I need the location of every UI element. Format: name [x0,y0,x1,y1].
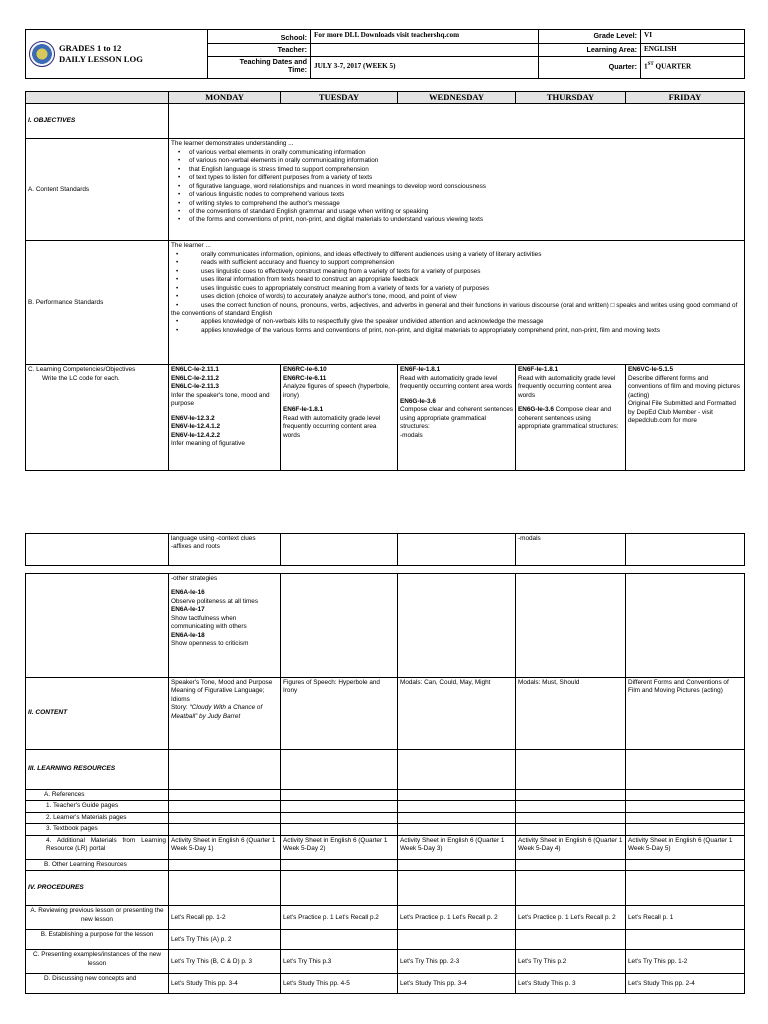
textbook-label: 3. Textbook pages [26,824,169,835]
teacher-label: Teacher: [208,44,311,57]
cont-thursday: -modals [516,534,626,566]
day-tuesday: TUESDAY [281,92,398,104]
additional-materials-label: 4. Additional Materials from Learning Resource (LR) portal [26,835,169,859]
activity-sheet-tuesday: Activity Sheet in English 6 (Quarter 1 Week 5-Day 2) [281,835,398,859]
header-brand [26,30,208,79]
teachers-guide-label: 1. Teacher's Guide pages [26,801,169,812]
content-row [26,678,745,750]
content-standards-list: • of various verbal elements in orally communicating information • of various non-verbal elements in orally communicating information • that English language is stress timed to support comprehension • of text types to listen for different purposes from a variety of texts • of figurative language, word relationships and nuances in word meanings to develop word consciousness • of various linguistic nodes to comprehend various texts • of writing styles to comprehend the author's message • of the conventions of standard English grammar and usage when writing or speaking • of the forms and conventions of print, non-print, and digital materials to understand various viewing texts [171,149,742,225]
day-friday: FRIDAY [626,92,745,104]
competencies-tuesday: EN6RC-Ie-6.10 EN6RC-Ie-6.11 Analyze figures of speech (hyperbole, irony) EN6F-Ie-1.8.1 Read with automaticity grade level frequently occurring content area words [281,365,398,471]
activity-sheet-thursday: Activity Sheet in English 6 (Quarter 1 Week 5-Day 4) [516,835,626,859]
learning-area-label: Learning Area: [539,44,641,57]
grades-title: GRADES 1 to 12 [59,42,122,53]
competencies-wednesday: EN6F-Ie-1.8.1 Read with automaticity grade level frequently occurring content area words EN6G-Ie-3.6 Compose clear and coherent sentences using appropriate grammatical structures: -modals [398,365,516,471]
quarter-label: Quarter: [539,56,641,78]
header-table [25,29,745,79]
activity-sheet-monday: Activity Sheet in English 6 (Quarter 1 Week 5-Day 1) [169,835,281,859]
procedure-label-b: B. Establishing a purpose for the lesson [26,930,169,950]
deped-seal-icon [29,41,55,67]
content-monday: Speaker's Tone, Mood and Purpose Meaning of Figurative Language; Idioms Story: “Cloudy With a Chance of Meatball” by Judy Barret [169,678,281,750]
content-wednesday: Modals: Can, Could, May, Might [398,678,516,750]
learning-area-value: ENGLISH [641,44,745,57]
performance-wrap-item: • uses the correct function of nouns, pronouns, verbs, adjectives, and adverbs in general and their functions in various discourse (oral and written) □ speaks and writes using good command of the conventions of standard English [171,301,738,317]
activity-sheet-wednesday: Activity Sheet in English 6 (Quarter 1 Week 5-Day 3) [398,835,516,859]
procedures-label: IV. PROCEDURES [26,871,169,906]
content-thursday: Modals: Must, Should [516,678,626,750]
other-resources-label: B. Other Learning Resources [26,859,169,870]
days-header-row [26,92,745,104]
teaching-dates-label: Teaching Dates and Time: [208,56,311,78]
performance-standards: The learner ... • orally communicates information, opinions, and ideas effectively to different audiences using a variety of literary activities • reads with sufficient accuracy and fluency to support comprehension • uses linguistic cues to effectively construct meaning from a variety of texts for a variety of purposes • uses literal information from texts heard to construct an appropriate feedback • uses linguistic cues to appropriately construct meaning from a variety of texts for a variety of purposes • uses diction (choice of words) to accurately analyze author's tone, mood, and point of view • uses the correct function of nouns, pronouns, verbs, adjectives, and adverbs in general and their functions in various discourse (oral and written) □ speaks and writes using good command of the conventions of standard English • applies knowledge of non-verbals kills to respectfully give the speaker undivided attention and acknowledge the message • applies knowledge of the various forms and conventions of print, non-print, and digital materials to appropriately comprehend print, non-print, film and moving texts [169,241,745,365]
procedure-row-c: C. Presenting examples/instances of the new lesson Let's Try This (B, C & D) p. 3 Let's Try This p.3 Let's Try This pp. 2-3 Let's Try This p.2 Let's Try This pp. 1-2 [26,950,745,974]
log-title: DAILY LESSON LOG [59,53,143,64]
content-tuesday: Figures of Speech: Hyperbole and Irony [281,678,398,750]
objectives-label: I. OBJECTIVES [26,104,169,139]
content-friday: Different Forms and Conventions of Film and Moving Pictures (acting) [626,678,745,750]
quarter-value: 1ST QUARTER [641,56,745,78]
procedure-label-d: D. Discussing new concepts and [26,974,169,994]
competencies-label: C. Learning Competencies/Objectives Write the LC code for each. [26,365,169,471]
additional-materials-row [26,835,745,859]
procedure-row-b: B. Establishing a purpose for the lesson Let's Try This (A) p. 2 [26,930,745,950]
lesson-table-page2-top [25,533,745,566]
competencies-monday: EN6LC-Ie-2.11.1 EN6LC-Ie-2.11.2 EN6LC-Ie-2.11.3 Infer the speaker's tone, mood and purpose EN6V-Ie-12.3.2 EN6V-Ie-12.4.1.2 EN6V-Ie-12.4.2.2 Infer meaning of figurative [169,365,281,471]
teaching-dates-value: JULY 3-7, 2017 (WEEK 5) [311,56,539,78]
performance-standards-label: B. Performance Standards [26,241,169,365]
learners-materials-label: 2. Learner's Materials pages [26,812,169,823]
content-standards-label: A. Content Standards [26,139,169,241]
procedure-row-d: D. Discussing new concepts and Let's Study This pp. 3-4 Let's Study This pp. 4-5 Let's Study This pp. 3-4 Let's Study This p. 3 Let's Study This pp. 2-4 [26,974,745,994]
grade-level-value: VI [641,30,745,44]
competencies-friday: EN6VC-Ie-5.1.5 Describe different forms and conventions of film and moving pictures (acting) Original File Submitted and Formatted by DepEd Club Member - visit depedclub.com for more [626,365,745,471]
competencies-thursday: EN6F-Ie-1.8.1 Read with automaticity grade level frequently occurring content area words EN6G-Ie-3.6 Compose clear and coherent sentences using appropriate grammatical structures: [516,365,626,471]
other-strategies-cell: -other strategies EN6A-Ie-16 Observe politeness at all times EN6A-Ie-17 Show tactfulness when communicating with others EN6A-Ie-18 Show openness to criticism [169,574,281,678]
procedure-label-a: A. Reviewing previous lesson or presenting the new lesson [26,906,169,930]
references-label: A. References [26,790,169,801]
content-label: II. CONTENT [26,678,169,750]
day-wednesday: WEDNESDAY [398,92,516,104]
school-label: School: [208,30,311,44]
performance-standards-list: • orally communicates information, opinions, and ideas effectively to different audiences using a variety of literary activities • reads with sufficient accuracy and fluency to support comprehension • uses linguistic cues to effectively construct meaning from a variety of texts for a variety of purposes • uses literal information from texts heard to construct an appropriate feedback • uses linguistic cues to appropriately construct meaning from a variety of texts for a variety of purposes • uses diction (choice of words) to accurately analyze author's tone, mood, and point of view [171,251,742,302]
promo-text: For more DLL Downloads visit teachershq.com [311,30,539,44]
procedure-row-a: A. Reviewing previous lesson or presenting the new lesson Let's Recall pp. 1-2 Let's Practice p. 1 Let's Recall p.2 Let's Practice p. 1 Let's Recall p. 2 Let's Practice p. 1 Let's Recall p. 2 Let's Recall p. 1 [26,906,745,930]
lesson-table-page2 [25,573,745,994]
lesson-table-page1 [25,91,745,471]
activity-sheet-friday: Activity Sheet in English 6 (Quarter 1 Week 5-Day 5) [626,835,745,859]
teacher-value [311,44,539,57]
procedure-label-c: C. Presenting examples/instances of the new lesson [26,950,169,974]
day-thursday: THURSDAY [516,92,626,104]
day-monday: MONDAY [169,92,281,104]
grade-level-label: Grade Level: [539,30,641,44]
content-standards: The learner demonstrates understanding ... • of various verbal elements in orally communicating information • of various non-verbal elements in orally communicating information • that English language is stress timed to support comprehension • of text types to listen for different purposes from a variety of texts • of figurative language, word relationships and nuances in word meanings to develop word consciousness • of various linguistic nodes to comprehend various texts • of writing styles to comprehend the author's message • of the conventions of standard English grammar and usage when writing or speaking • of the forms and conventions of print, non-print, and digital materials to understand various viewing texts [169,139,745,241]
learning-resources-label: III. LEARNING RESOURCES [26,750,169,790]
cont-monday: language using -context clues -affixes and roots [169,534,281,566]
